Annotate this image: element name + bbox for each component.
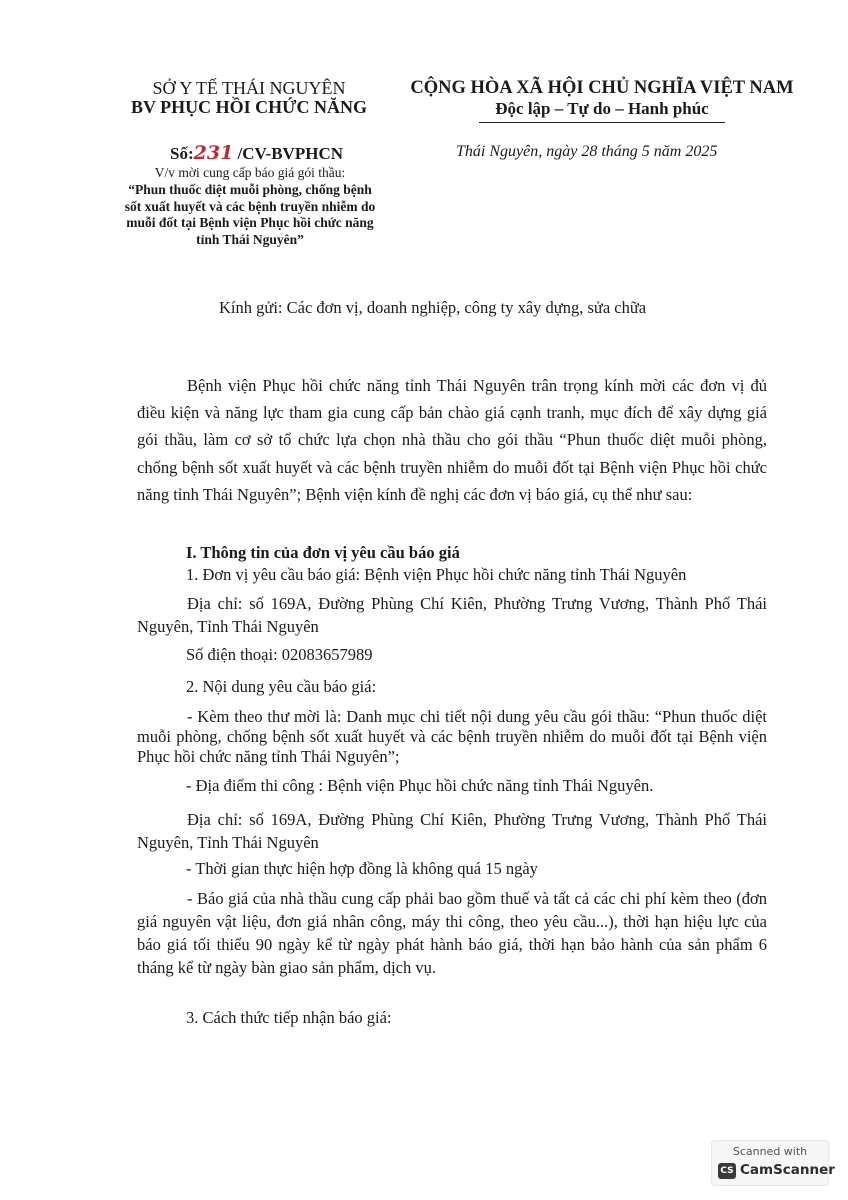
phone-number: Số điện thoại: 02083657989: [186, 645, 373, 664]
subject-line: muỗi đốt tại Bệnh viện Phục hồi chức năng: [126, 215, 374, 231]
item-requesting-unit: 1. Đơn vị yêu cầu báo giá: Bệnh viện Phục hồi chức năng tỉnh Thái Nguyên: [186, 565, 687, 584]
contract-duration: - Thời gian thực hiện hợp đồng là không quá 15 ngày: [186, 859, 538, 878]
camscanner-logo-icon: CS: [718, 1163, 736, 1179]
document-number: [170, 142, 343, 164]
watermark-brand: CamScanner: [740, 1162, 835, 1178]
ministry-name: SỞ Y TẾ THÁI NGUYÊN: [152, 78, 346, 98]
subject-line: “Phun thuốc diệt muỗi phòng, chống bệnh: [128, 181, 372, 197]
item-receiving-method: 3. Cách thức tiếp nhận báo giá:: [186, 1008, 392, 1027]
watermark-label: Scanned with: [732, 1145, 808, 1158]
recipient: Kính gửi: Các đơn vị, doanh nghiệp, công ty xây dựng, sửa chữa: [219, 298, 647, 317]
address-paragraph: Địa chỉ: số 169A, Đường Phùng Chí Kiên, Phường Trưng Vương, Thành Phố Thái Nguyên, Tỉnh Thái Nguyên: [137, 594, 767, 636]
doc-number-prefix: Số:: [170, 144, 194, 163]
subject-line: tỉnh Thái Nguyên”: [196, 232, 304, 248]
subject-line: V/v mời cung cấp báo giá gói thầu:: [154, 165, 346, 180]
national-motto: Độc lập – Tự do – Hanh phúc: [495, 99, 709, 118]
pricing-paragraph: - Báo giá của nhà thầu cung cấp phải bao gồm thuế và tất cả các chi phí kèm theo (đơn giá nguyên vật liệu, đơn giá nhân công, máy thi công, theo yêu cầu...), thời hạn hiệu lực của báo giá tối thiểu 90 ngày kể từ ngày phát hành báo giá, thời hạn bảo hành của sản phẩm 6 tháng kể từ ngày bàn giao sản phẩm, dịch vụ.: [137, 889, 767, 977]
camscanner-watermark: [711, 1140, 835, 1186]
subject-line: sốt xuất huyết và các bệnh truyền nhiễm do: [124, 198, 376, 214]
attachment-paragraph: - Kèm theo thư mời là: Danh mục chi tiết nội dung yêu cầu gói thầu: “Phun thuốc diệt muỗi phòng, chống bệnh sốt xuất huyết và các bệnh truyền nhiễm do muỗi đốt tại Bệnh viện Phục hồi chức năng tỉnh Thái Nguyên”;: [137, 707, 767, 766]
handwritten-number: 231: [193, 142, 234, 164]
intro-paragraph: Bệnh viện Phục hồi chức năng tỉnh Thái Nguyên trân trọng kính mời các đơn vị đủ điều kiện và năng lực tham gia cung cấp bản chào giá cạnh tranh, mục đích để xây dựng giá gói thầu, làm cơ sở tổ chức lựa chọn nhà thầu cho gói thầu “Phun thuốc diệt muỗi phòng, chống bệnh sốt xuất huyết và các bệnh truyền nhiễm do muỗi đốt tại Bệnh viện Phục hồi chức năng tỉnh Thái Nguyên”; Bệnh viện kính đề nghị các đơn vị báo giá, cụ thể như sau:: [137, 376, 767, 504]
doc-number-suffix: /CV-BVPHCN: [237, 144, 343, 163]
document-subject: [100, 165, 400, 249]
motto-underline: [479, 122, 725, 123]
national-title: CỘNG HÒA XÃ HỘI CHỦ NGHĨA VIỆT NAM: [410, 78, 794, 98]
hospital-name: BV PHỤC HỒI CHỨC NĂNG: [130, 97, 367, 117]
construction-location: - Địa điểm thi công : Bệnh viện Phục hồi chức năng tỉnh Thái Nguyên.: [186, 776, 654, 795]
location-address-paragraph: Địa chỉ: số 169A, Đường Phùng Chí Kiên, Phường Trưng Vương, Thành Phố Thái Nguyên, Tỉnh Thái Nguyên: [137, 810, 767, 852]
document-date: Thái Nguyên, ngày 28 tháng 5 năm 2025: [456, 143, 718, 160]
section-heading: I. Thông tin của đơn vị yêu cầu báo giá: [186, 543, 460, 562]
item-request-content: 2. Nội dung yêu cầu báo giá:: [186, 677, 377, 696]
